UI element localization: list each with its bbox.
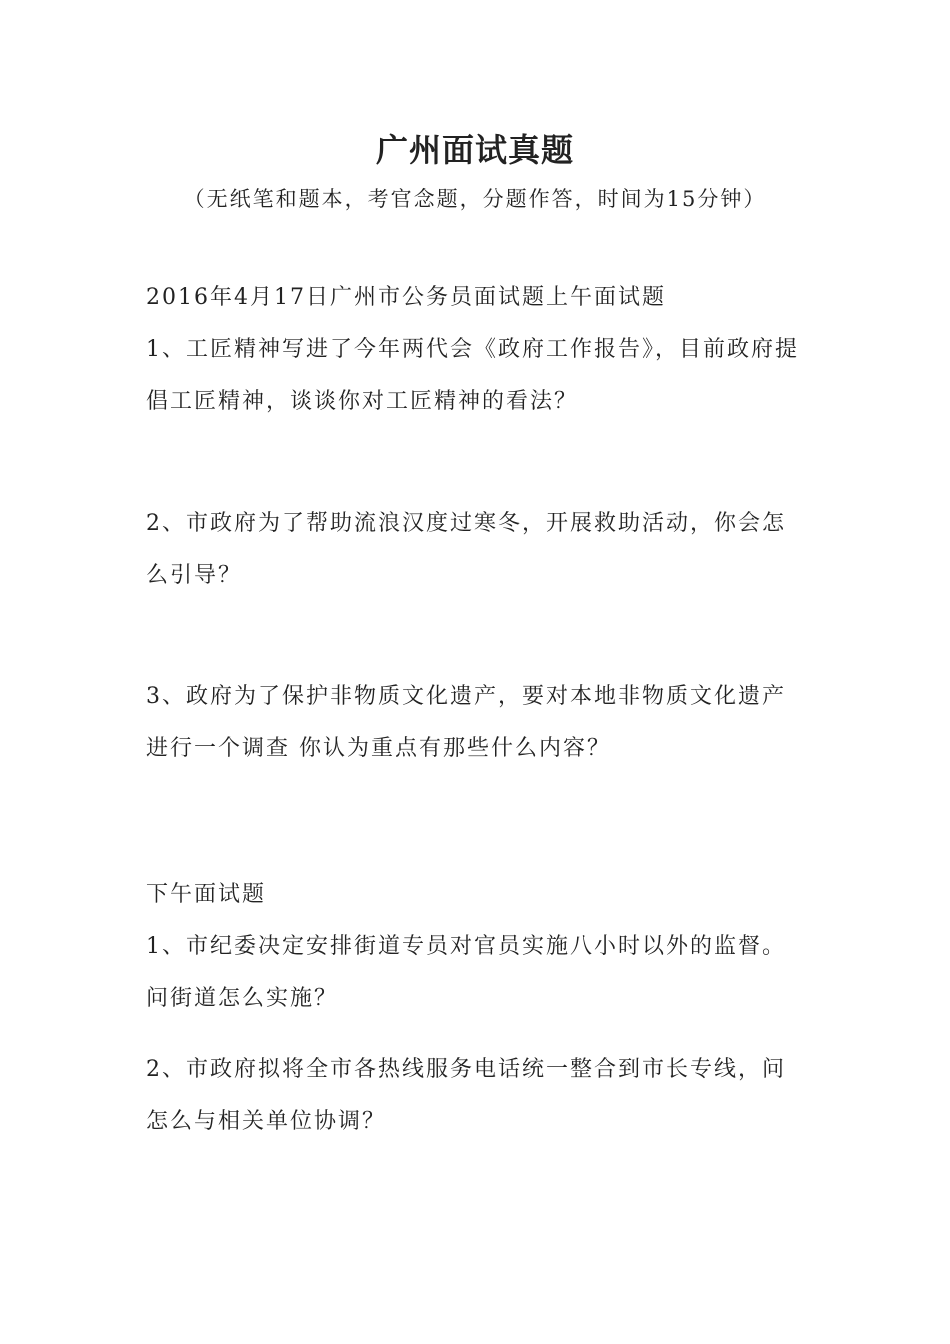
afternoon-question-1 [146,921,816,1025]
question-line: 2、市政府拟将全市各热线服务电话统一整合到市长专线，问 [146,1057,786,1082]
morning-question-2 [146,498,816,602]
afternoon-heading [146,869,816,921]
question-line: 怎么与相关单位协调？ [146,1109,387,1134]
question-line: 1、工匠精神写进了今年两代会《政府工作报告》，目前政府提 [146,337,799,362]
morning-question-1 [146,324,816,428]
question-line: 1、市纪委决定安排街道专员对官员实施八小时以外的监督。 [146,934,786,959]
question-line: 3、政府为了保护非物质文化遗产，要对本地非物质文化遗产 [146,684,786,709]
question-line: 么引导？ [146,563,243,588]
page-title: 广州面试真题 [375,131,574,169]
morning-heading-text: 2016年4月17日广州市公务员面试题上午面试题 [146,285,666,310]
page-subtitle: （无纸笔和题本，考官念题，分题作答，时间为15分钟） [183,187,767,211]
morning-question-3 [146,671,816,775]
question-line: 2、市政府为了帮助流浪汉度过寒冬，开展救助活动，你会怎 [146,511,786,536]
question-line: 倡工匠精神，谈谈你对工匠精神的看法？ [146,389,579,414]
question-line: 进行一个调查 你认为重点有那些什么内容？ [146,736,611,761]
morning-heading [146,272,816,324]
question-line: 问街道怎么实施？ [146,986,339,1011]
afternoon-heading-text: 下午面试题 [146,882,267,907]
afternoon-question-2 [146,1044,816,1148]
